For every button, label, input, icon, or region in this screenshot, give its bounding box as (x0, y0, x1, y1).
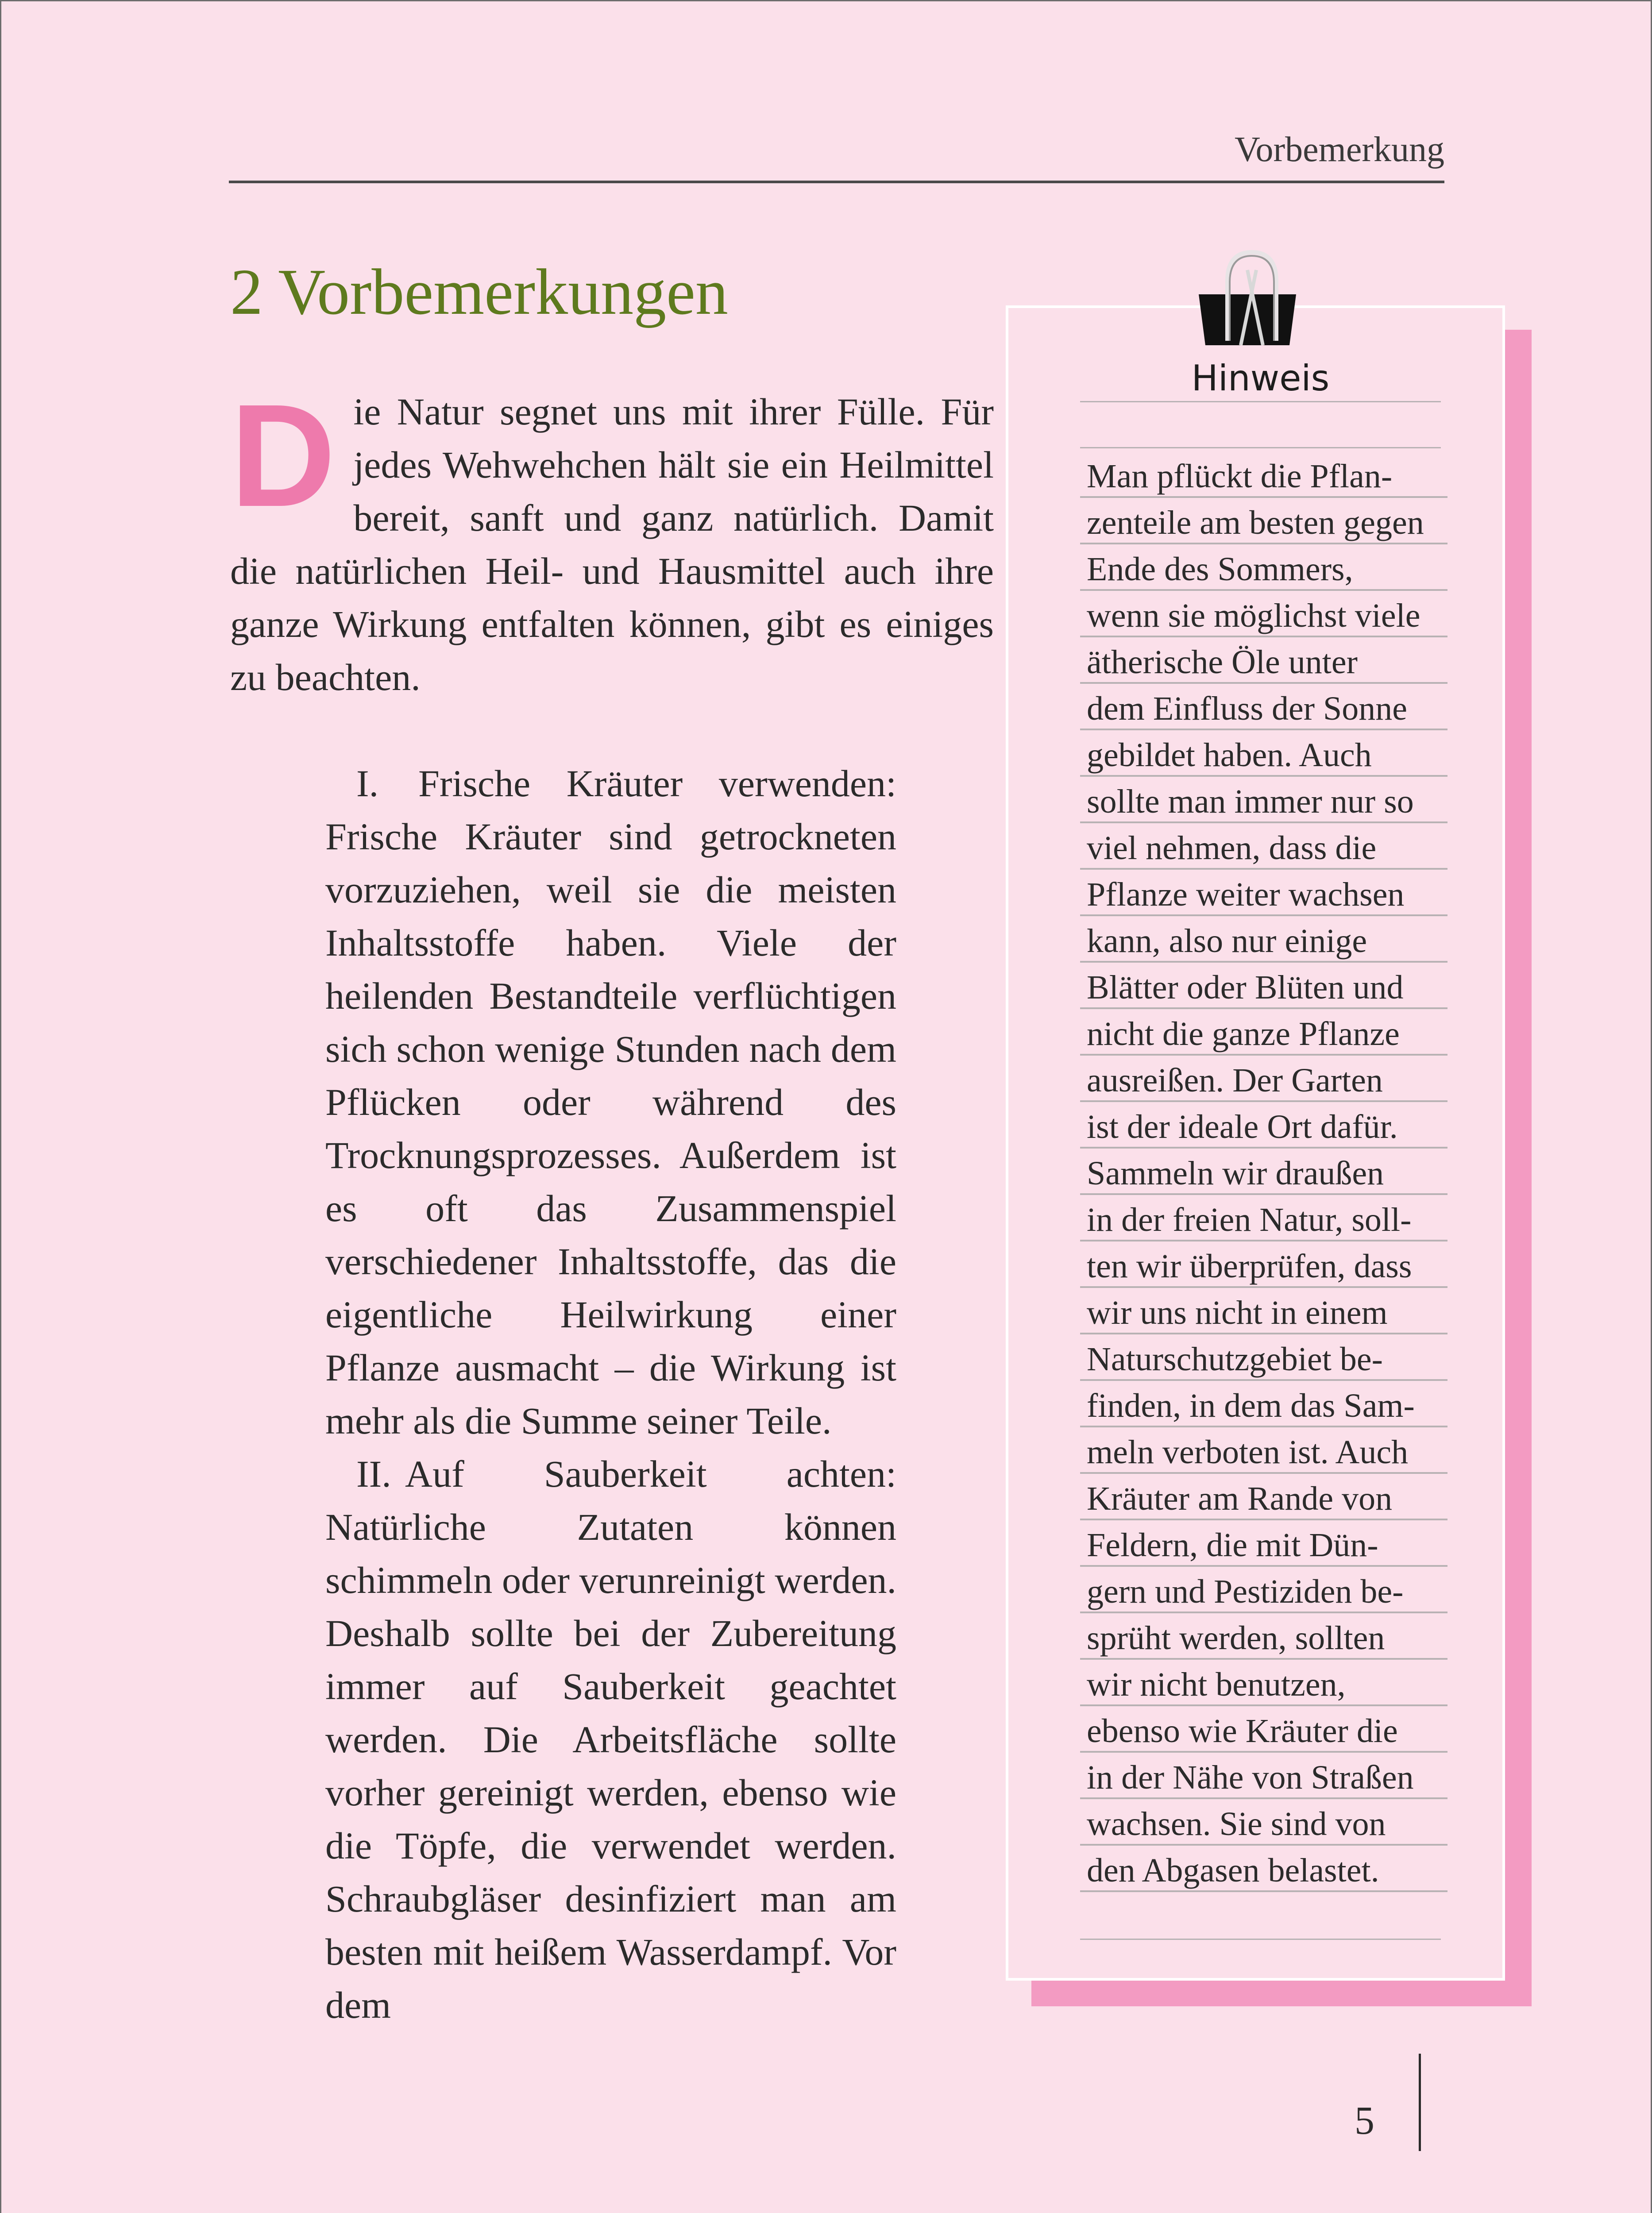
list-item-number: I. (356, 762, 379, 805)
list-item-text: Frische Kräuter verwenden: Frische Kräuter sind getrockneten vorzuziehen, weil sie die meisten Inhaltsstoffe haben. Viele der heilenden Bestandteile verflüchtigen sich schon wenige Stunden nach dem Pflücken oder während des Trocknungsprozesses. Außerdem ist es oft das Zusammenspiel verschiedener Inhaltsstoffe, das die eigentliche Heilwirkung einer Pflanze ausmacht – die Wirkung ist mehr als die Summe seiner Teile. (325, 762, 896, 1442)
intro-paragraph (230, 374, 994, 704)
note-bottom-rule (1080, 1939, 1441, 1940)
note-line: Sammeln wir draußen (1080, 1149, 1447, 1195)
page-number-rule (1419, 2054, 1421, 2151)
intro-text: ie Natur segnet uns mit ihrer Fülle. Für jedes Wehwehchen hält sie ein Heilmittel bereit, sanft und ganz natürlich. Damit die natürlichen Heil- und Hausmittel auch ihre ganze Wirkung entfalten können, gibt es einiges zu beachten. (230, 390, 994, 698)
note-line: ausreißen. Der Garten (1080, 1056, 1447, 1102)
note-line: ebenso wie Kräuter die (1080, 1706, 1447, 1753)
drop-cap: D (230, 374, 336, 537)
note-line: wir uns nicht in einem (1080, 1288, 1447, 1334)
header-rule (229, 181, 1444, 183)
note-line: Feldern, die mit Dün- (1080, 1520, 1447, 1567)
note-top-rule (1080, 447, 1441, 448)
note-line: gern und Pestiziden be- (1080, 1567, 1447, 1613)
note-line: den Abgasen belastet. (1080, 1846, 1447, 1892)
note-line: gebildet haben. Auch (1080, 730, 1447, 777)
note-line: kann, also nur einige (1080, 916, 1447, 963)
note-line: ätherische Öle unter (1080, 637, 1447, 684)
note-line: in der Nähe von Straßen (1080, 1753, 1447, 1799)
chapter-title: 2 Vorbemerkungen (230, 256, 728, 328)
list-item-number: II. (356, 1453, 391, 1495)
note-line: zenteile am besten gegen (1080, 498, 1447, 544)
note-line: in der freien Natur, soll- (1080, 1195, 1447, 1241)
note-line: sprüht werden, sollten (1080, 1613, 1447, 1660)
note-heading-rule (1080, 401, 1441, 402)
note-line: wenn sie möglichst viele (1080, 591, 1447, 637)
numbered-list (325, 757, 896, 2032)
running-head: Vorbemerkung (1235, 130, 1444, 169)
note-line: wir nicht benutzen, (1080, 1660, 1447, 1706)
note-line: Kräuter am Rande von (1080, 1474, 1447, 1520)
note-line: Naturschutzgebiet be- (1080, 1334, 1447, 1381)
note-line: viel nehmen, dass die (1080, 823, 1447, 870)
list-item (325, 1447, 896, 2032)
note-line: ist der ideale Ort dafür. (1080, 1102, 1447, 1149)
note-line: meln verboten ist. Auch (1080, 1427, 1447, 1474)
note-line: Ende des Sommers, (1080, 544, 1447, 591)
note-line: nicht die ganze Pflanze (1080, 1009, 1447, 1056)
note-heading: Hinweis (1191, 358, 1330, 399)
note-line: finden, in dem das Sam- (1080, 1381, 1447, 1427)
list-item (325, 757, 896, 1447)
note-line: Blätter oder Blüten und (1080, 963, 1447, 1009)
note-line: dem Einfluss der Sonne (1080, 684, 1447, 730)
note-line: wachsen. Sie sind von (1080, 1799, 1447, 1846)
note-line: Pflanze weiter wachsen (1080, 870, 1447, 916)
page-number: 5 (1355, 2099, 1374, 2143)
list-item-text: Auf Sauberkeit achten: Natürliche Zutaten können schimmeln oder verunreinigt werden. Deshalb sollte bei der Zubereitung immer auf Sauberkeit geachtet werden. Die Arbeitsfläche sollte vorher gereinigt werden, ebenso wie die Töpfe, die verwendet werden. Schraubgläser desinfiziert man am besten mit heißem Wasserdampf. Vor dem (325, 1453, 896, 2026)
binder-clip-icon (1181, 239, 1314, 354)
note-line: ten wir überprüfen, dass (1080, 1241, 1447, 1288)
note-text-lines (1080, 451, 1447, 1892)
note-line: Man pflückt die Pflan- (1080, 451, 1447, 498)
note-line: sollte man immer nur so (1080, 777, 1447, 823)
